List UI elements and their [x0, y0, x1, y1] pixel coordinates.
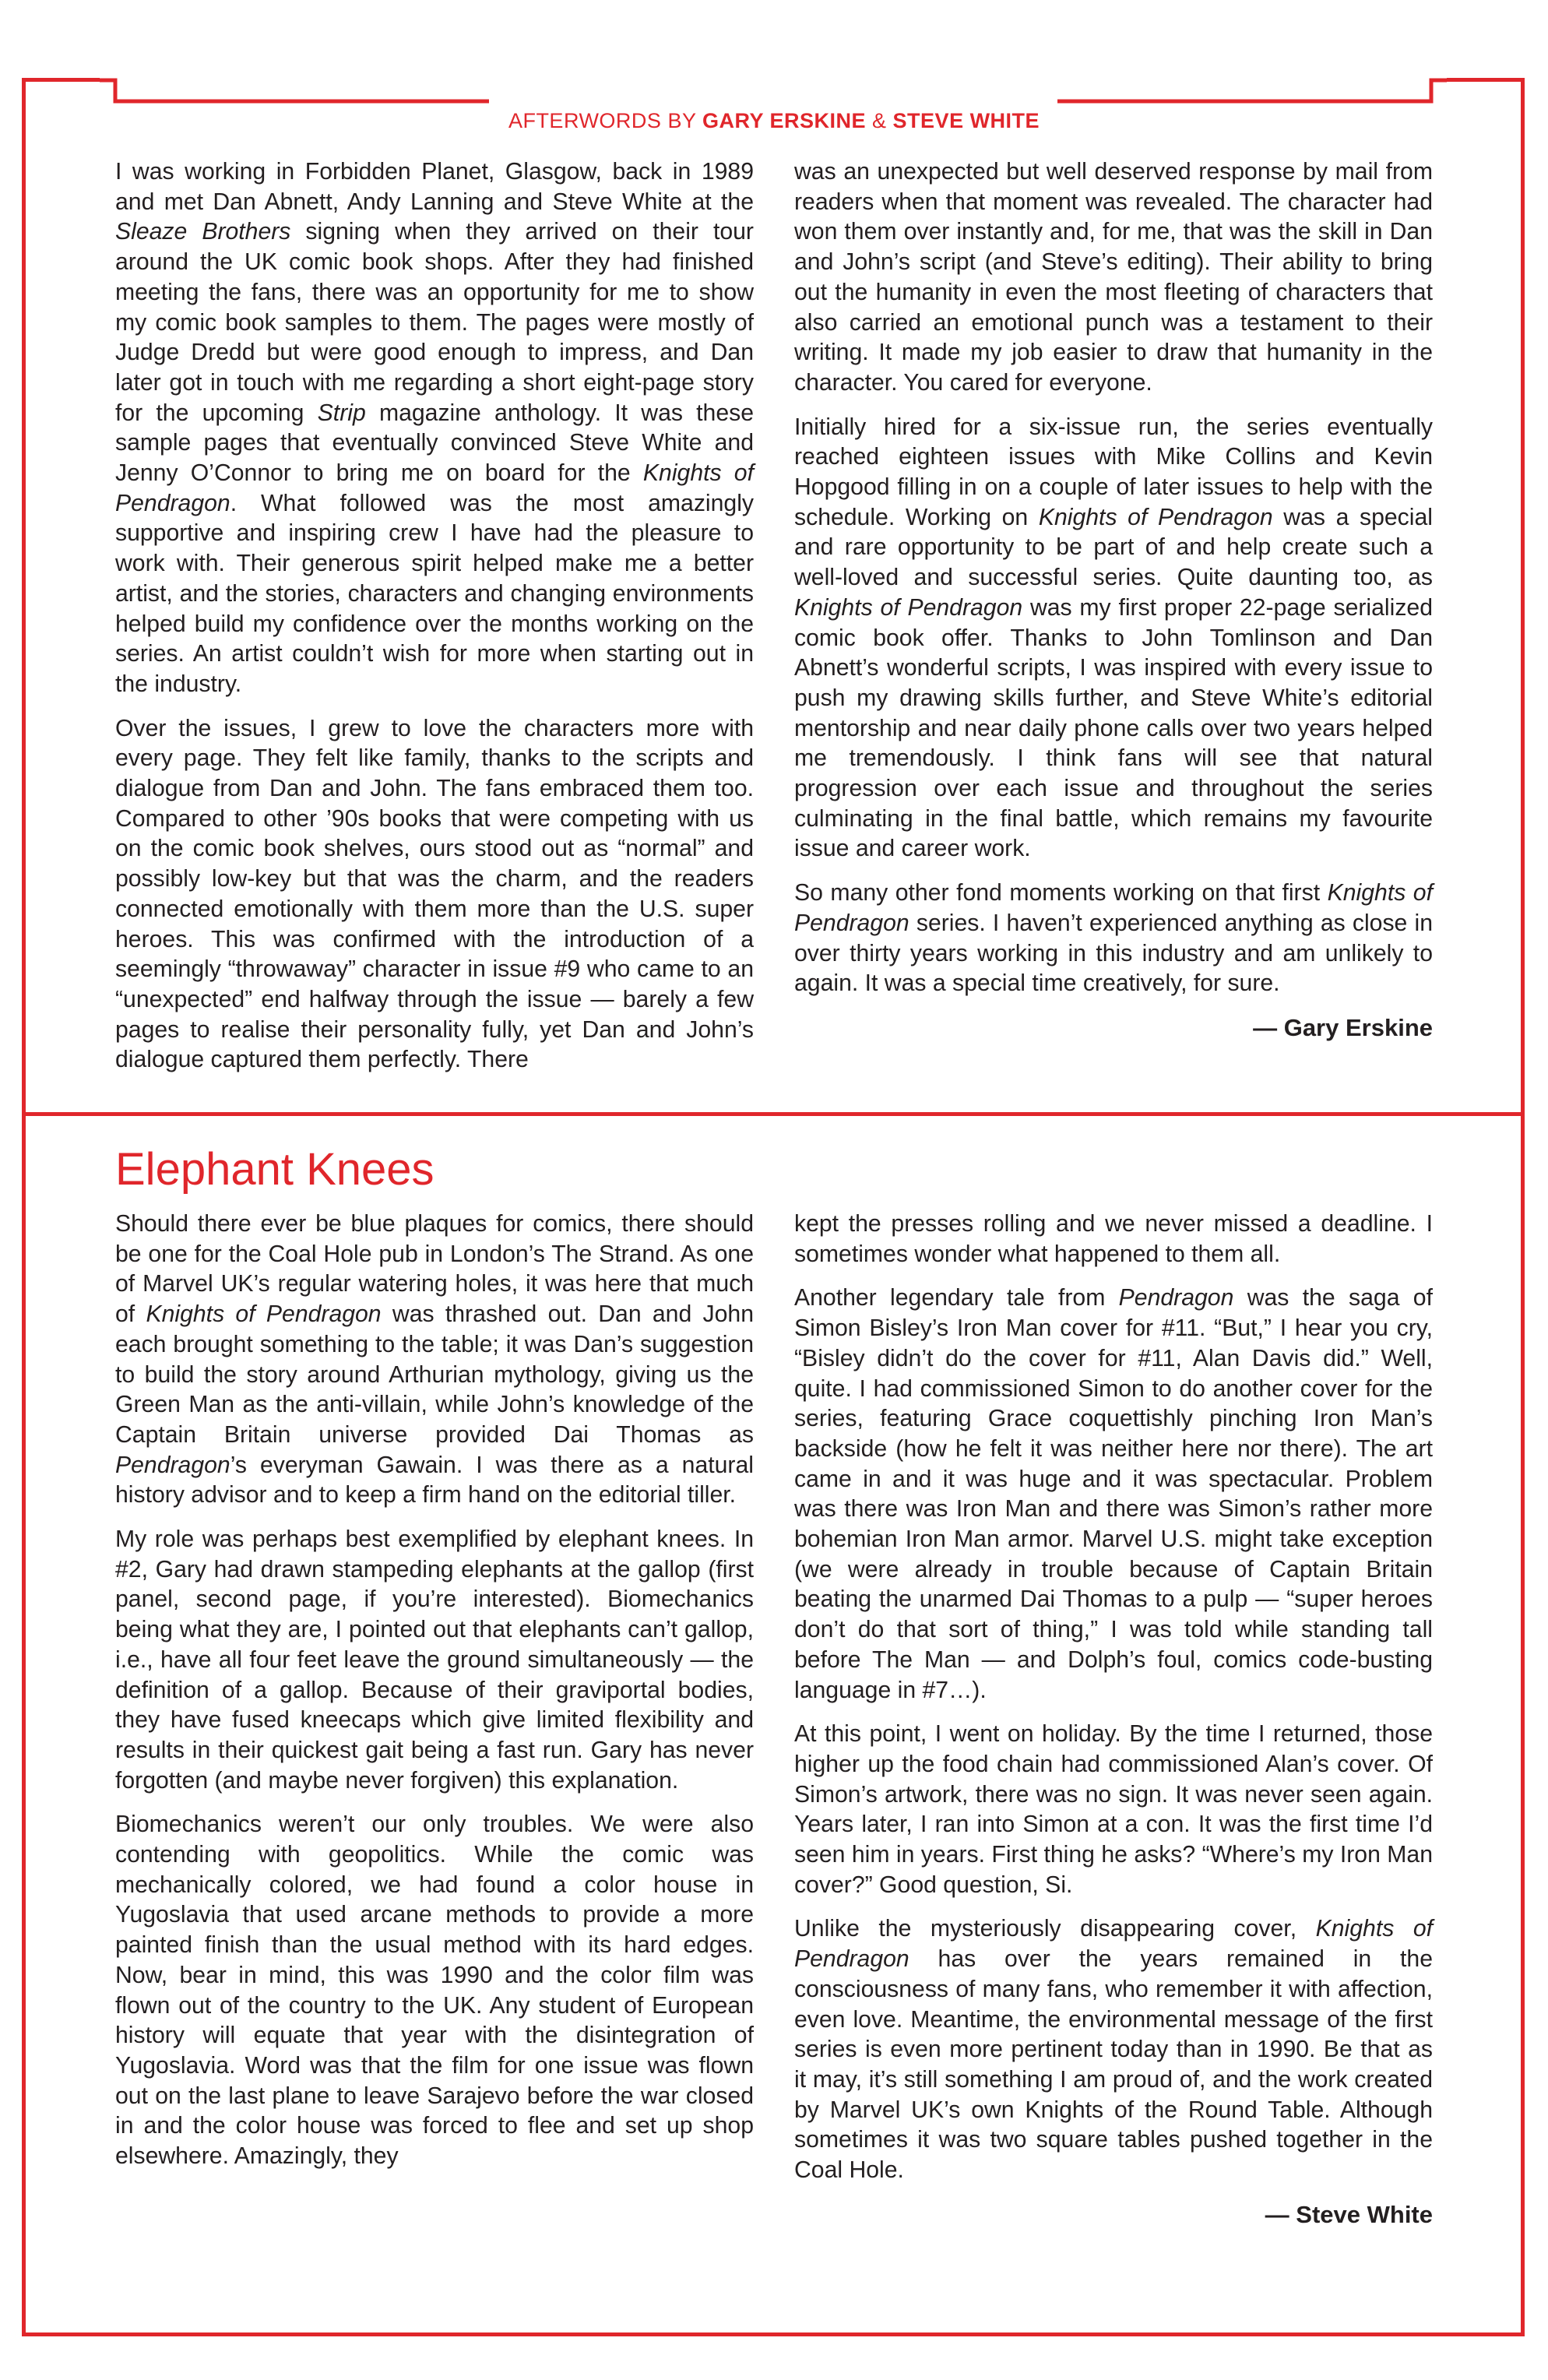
text-run: So many other fond moments working on that first — [794, 880, 1328, 907]
text-run: Initially hired for a six-issue run, the series eventually reached eighteen issues with Mike Collins and Kevin Hopgood filling in on a couple of later issues to help with the schedule. Working on — [794, 414, 1433, 530]
white-signature: — Steve White — [1265, 2200, 1433, 2228]
text-run: was my first proper 22-page serialized comic book offer. Thanks to John Tomlinson and Dan Abnett’s wonderful scripts, I was inspired with every issue to push my drawing skills further, and Steve White’s editorial mentorship and near daily phone calls over two years helped me tremendously. I think fans will see that natural progression over each issue and throughout the series culminating in the final battle, which remains my favourite issue and career work. — [794, 594, 1433, 862]
text-run: Another legendary tale from — [794, 1285, 1119, 1311]
header-prefix: AFTERWORDS BY — [508, 109, 702, 132]
white-right-paragraph-4 — [794, 1914, 1433, 2185]
header-amp: & — [866, 109, 893, 132]
italic-title: Knights of Pendragon — [794, 880, 1433, 936]
white-right-paragraph-2 — [794, 1283, 1433, 1706]
white-right-paragraph-1: kept the presses rolling and we never missed a deadline. I sometimes wonder what happened to them all. — [794, 1211, 1433, 1267]
erskine-right-paragraph-2 — [794, 413, 1433, 865]
header-author-1: GARY ERSKINE — [702, 109, 867, 132]
text-run: was thrashed out. Dan and John each brought something to the table; it was Dan’s suggestion to build the story around Arthurian mythology, giving us the Green Man as the anti-villain, while John’s knowledge of the Captain Britain universe provided Dai Thomas as — [115, 1301, 754, 1448]
italic-title: Knights of Pendragon — [794, 594, 1023, 621]
italic-title: Knights of Pendragon — [115, 460, 754, 516]
section-divider — [22, 1112, 1525, 1116]
white-right-paragraph-3: At this point, I went on holiday. By the time I returned, those higher up the food chain had commissioned Alan’s cover. Of Simon’s artwork, there was no sign. It was never seen again. Years later, I ran into Simon at a con. It was the first time I’d seen him in years. First thing he asks? “Where’s my Iron Man cover?” Good question, Si. — [794, 1721, 1433, 1898]
text-run: . What followed was the most amazingly supportive and inspiring crew I have had the pleasure to work with. Their generous spirit helped make me a better artist, and the stories, characters and changing environments helped build my confidence over the months working on the series. An artist couldn’t wish for more when starting out in the industry. — [115, 490, 754, 697]
italic-title: Knights of Pendragon — [146, 1301, 382, 1328]
italic-title: Pendragon — [115, 1452, 230, 1478]
header-author-2: STEVE WHITE — [892, 109, 1040, 132]
erskine-left-column — [115, 157, 754, 1090]
corner-notch-top-left — [22, 78, 53, 109]
white-right-column — [794, 1209, 1433, 2230]
erskine-signature: — Gary Erskine — [1253, 1013, 1433, 1041]
white-left-column — [115, 1209, 754, 2186]
text-run: has over the years remained in the consciousness of many fans, who remember it with affection, even love. Meantime, the environmental message of the first series is even more pertinent today than in 1990. Be that as it may, it’s still something I am proud of, and the work created by Marvel UK’s own Knights of the Round Table. Although sometimes it was two square tables pushed together in the Coal Hole. — [794, 1946, 1433, 2184]
italic-title: Knights of Pendragon — [1038, 504, 1273, 530]
erskine-left-paragraph-2: Over the issues, I grew to love the characters more with every page. They felt like family, thanks to the scripts and dialogue from Dan and John. The fans embraced them too. Compared to other ’90s books that were competing with us on the comic book shelves, ours stood out as “normal” and possibly low-key but that was the charm, and the readers connected emotionally with them more than the U.S. super heroes. This was confirmed with the introduction of a seemingly “throwaway” character in issue #9 who came to an “unexpected” end halfway through the issue — barely a few pages to realise their personality fully, yet Dan and John’s dialogue captured them perfectly. There — [115, 715, 754, 1073]
text-run: series. I haven’t experienced anything as close in over thirty years working in this industry and am unlikely to again. It was a special time creatively, for sure. — [794, 910, 1433, 997]
white-left-paragraph-1 — [115, 1209, 754, 1511]
elephant-knees-title: Elephant Knees — [115, 1144, 434, 1195]
text-run: was the saga of Simon Bisley’s Iron Man cover for #11. “But,” I hear you cry, “Bisley didn’t do the cover for #11, Alan Davis did.” Well, quite. I had commissioned Simon to do another cover for the series, featuring Grace coquettishly pinching Iron Man’s backside (how he felt it was neither here nor there). The art came in and it was huge and it was spectacular. Problem was there was Iron Man and there was Simon’s rather more bohemian Iron Man armor. Marvel U.S. might take exception (we were already in trouble because of Captain Britain beating the unarmed Dai Thomas to a pulp — “super heroes don’t do that sort of thing,” I was told while standing tall before The Man — and Dolph’s foul, comics code-busting language in #7…). — [794, 1285, 1433, 1703]
italic-title: Strip — [317, 400, 366, 426]
text-run: magazine anthology. It was these sample pages that eventually convinced Steve White and Jenny O’Connor to bring me on board for the — [115, 400, 754, 487]
text-run: Should there ever be blue plaques for comics, there should be one for the Coal Hole pub in London’s The Strand. As one of Marvel UK’s regular watering holes, it was here that much of — [115, 1211, 754, 1328]
italic-title: Sleaze Brothers — [115, 219, 291, 245]
text-run: Unlike the mysteriously disappearing cover, — [794, 1916, 1316, 1942]
text-run: I was working in Forbidden Planet, Glasgow, back in 1989 and met Dan Abnett, Andy Lanning and Steve White at the — [115, 159, 754, 215]
erskine-right-paragraph-3 — [794, 878, 1433, 999]
erskine-right-column — [794, 157, 1433, 1044]
white-left-paragraph-2: My role was perhaps best exemplified by elephant knees. In #2, Gary had drawn stampeding elephants at the gallop (first panel, second page, if you’re interested). Biomechanics being what they are, I pointed out that elephants can’t gallop, i.e., have all four feet leave the ground simultaneously — the definition of a gallop. Because of their graviportal bodies, they have fused kneecaps which give limited flexibility and results in their quickest gait being a fast run. Gary has never forgotten (and maybe never forgiven) this explanation. — [115, 1526, 754, 1794]
white-left-paragraph-3: Biomechanics weren’t our only troubles. We were also contending with geopolitics. While the comic was mechanically colored, we had found a color house in Yugoslavia that used arcane methods to provide a more painted finish than the usual method with its hard edges. Now, bear in mind, this was 1990 and the color film was flown out of the country to the UK. Any student of European history will equate that year with the disintegration of Yugoslavia. Word was that the film for one issue was flown out on the last plane to leave Sarajevo before the war closed in and the color house was forced to flee and set up shop elsewhere. Amazingly, they — [115, 1811, 754, 2170]
erskine-left-paragraph-1 — [115, 157, 754, 700]
text-run: was a special and rare opportunity to be part of and help create such a well-loved and successful series. Quite daunting too, as — [794, 504, 1433, 591]
text-run: signing when they arrived on their tour around the UK comic book shops. After they had finished meeting the fans, there was an opportunity for me to show my comic book samples to them. The pages were mostly of Judge Dredd but were good enough to impress, and Dan later got in touch with me regarding a short eight-page story for the upcoming — [115, 219, 754, 426]
erskine-right-paragraph-1: was an unexpected but well deserved response by mail from readers when that moment was revealed. The character had won them over instantly and, for me, that was the skill in Dan and John’s script (and Steve’s editing). Their ability to bring out the humanity in even the most fleeting of characters that also carried an emotional punch was a testament to their writing. It made my job easier to draw that humanity in the character. You cared for everyone. — [794, 159, 1433, 396]
italic-title: Pendragon — [1118, 1285, 1234, 1311]
text-run: ’s everyman Gawain. I was there as a natural history advisor and to keep a firm hand on the editorial tiller. — [115, 1452, 754, 1509]
italic-title: Knights of Pendragon — [794, 1916, 1433, 1973]
afterwords-header — [0, 109, 1548, 133]
